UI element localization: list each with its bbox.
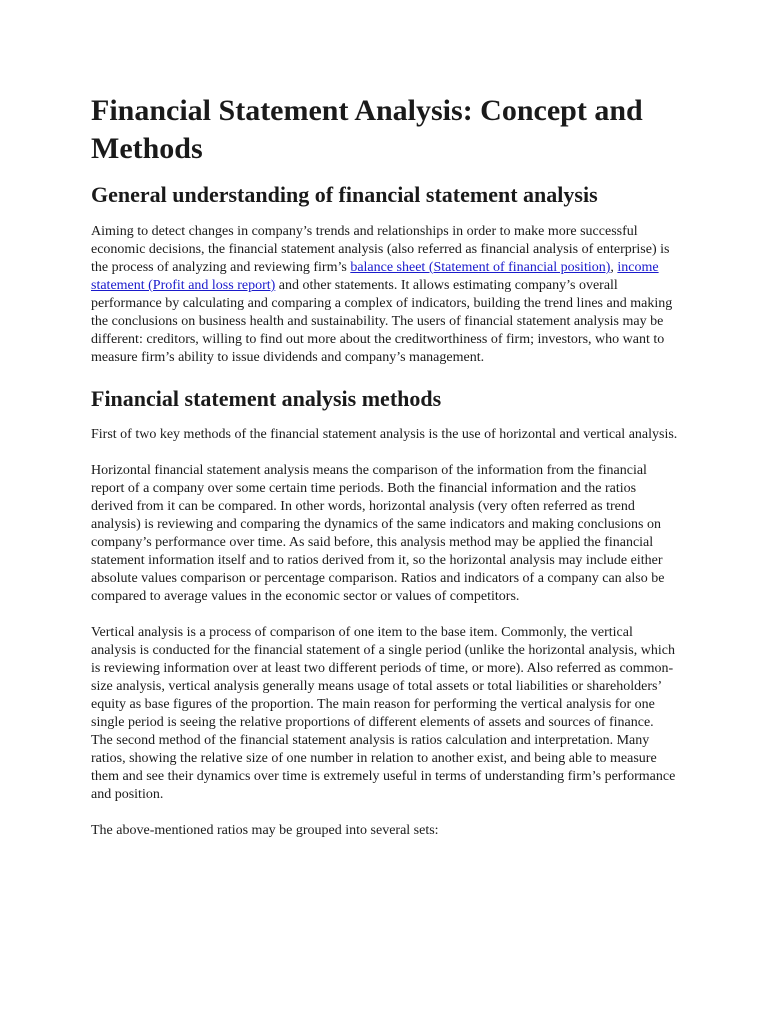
paragraph-intro [91, 223, 678, 367]
paragraph-vertical-analysis: Vertical analysis is a process of comparison of one item to the base item. Commonly, the vertical analysis is conducted for the financial statement of a single period (unlike the horizontal analysis, which is reviewing information over at least two different periods of time, or more). Also referred as common-size analysis, vertical analysis generally means usage of total assets or total liabilities or shareholders’ equity as base figures of the proportion. The main reason for performing the vertical analysis for one single period is seeing the relative proportions of different elements of assets and sources of finance. The second method of the financial statement analysis is ratios calculation and interpretation. Many ratios, showing the relative size of one number in relation to another exist, and being able to measure them and see their dynamics over time is extremely useful in terms of understanding firm’s performance and position. [91, 625, 676, 802]
intro-text-after: and other statements. It allows estimating company’s overall performance by calculating and comparing a complex of indicators, building the trend lines and making the conclusions on business health and sustainability. The users of financial statement analysis may be different: creditors, willing to find out more about the creditworthiness of firm; investors, who want to measure firm’s ability to issue dividends and company’s management. [91, 278, 673, 365]
paragraph-ratios-groups: The above-mentioned ratios may be grouped into several sets: [91, 823, 439, 838]
section-heading-general-understanding: General understanding of financial statement analysis [91, 182, 598, 207]
section-heading-methods: Financial statement analysis methods [91, 386, 442, 411]
intro-text-before: Aiming to detect changes in company’s trends and relationships in order to make more successful economic decisions, the financial statement analysis (also referred as financial analysis of enterprise) is the process of analyzing and reviewing firm’s [91, 224, 670, 275]
income-statement-link[interactable]: income statement (Profit and loss report) [91, 260, 659, 293]
intro-link-separator: , [610, 260, 618, 275]
paragraph-methods-intro: First of two key methods of the financial statement analysis is the use of horizontal and vertical analysis. [91, 427, 678, 442]
document-title: Financial Statement Analysis: Concept and Methods [91, 94, 643, 165]
paragraph-horizontal-analysis: Horizontal financial statement analysis means the comparison of the information from the financial report of a company over some certain time periods. Both the financial information and the ratios derived from it can be compared. In other words, horizontal analysis (very often referred as trend analysis) is reviewing and comparing the dynamics of the same indicators and making conclusions on company’s performance over time. As said before, this analysis method may be applied the financial statement information itself and to ratios derived from it, so the horizontal analysis may include either absolute values comparison or percentage comparison. Ratios and indicators of a company can also be compared to average values in the economic sector or values of competitors. [91, 463, 665, 604]
balance-sheet-link[interactable]: balance sheet (Statement of financial position) [350, 260, 611, 275]
